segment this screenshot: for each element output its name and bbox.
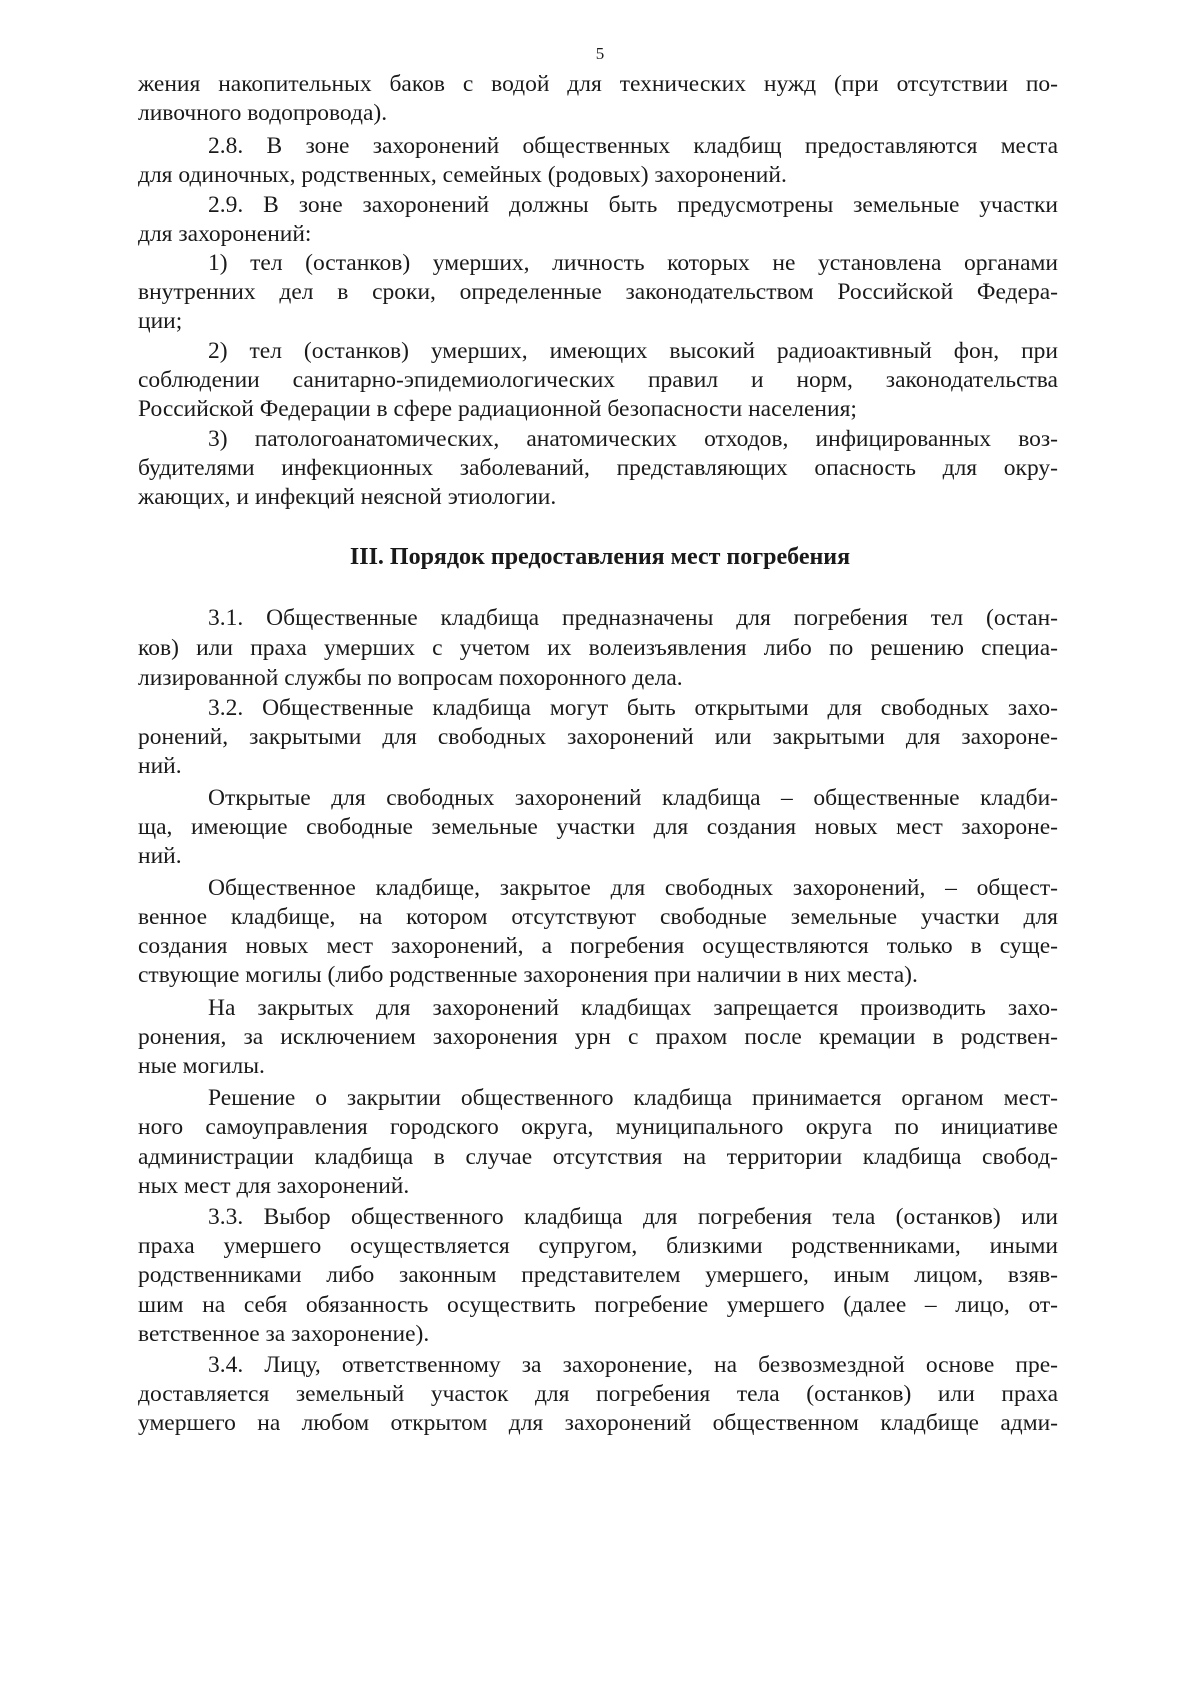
- text-line: Общественное кладбище, закрытое для свободных захоронений, – общест-: [208, 875, 1058, 901]
- text-line: шим на себя обязанность осуществить погребение умершего (далее – лицо, от-: [138, 1292, 1058, 1318]
- text-line: умершего на любом открытом для захоронений общественном кладбище адми-: [138, 1410, 1058, 1436]
- text-line: Решение о закрытии общественного кладбища принимается органом мест-: [208, 1085, 1058, 1111]
- text-line: лизированной службы по вопросам похоронного дела.: [138, 665, 683, 691]
- text-line: 2.8. В зоне захоронений общественных кладбищ предоставляются места: [208, 133, 1058, 159]
- text-line: администрации кладбища в случае отсутствия на территории кладбища свобод-: [138, 1144, 1058, 1170]
- text-line: создания новых мест захоронений, а погребения осуществляются только в суще-: [138, 933, 1058, 959]
- text-line: ных мест для захоронений.: [138, 1173, 410, 1199]
- text-line: для захоронений:: [138, 221, 312, 247]
- text-line: ствующие могилы (либо родственные захоронения при наличии в них места).: [138, 962, 918, 988]
- text-line: ронений, закрытыми для свободных захоронений или закрытыми для захороне-: [138, 724, 1058, 750]
- text-line: 3.1. Общественные кладбища предназначены для погребения тел (остан-: [208, 605, 1058, 631]
- text-line: жения накопительных баков с водой для технических нужд (при отсутствии по-: [138, 71, 1058, 97]
- text-line: ные могилы.: [138, 1053, 265, 1079]
- text-line: доставляется земельный участок для погребения тела (останков) или праха: [138, 1381, 1058, 1407]
- text-line: праха умершего осуществляется супругом, близкими родственниками, иными: [138, 1233, 1058, 1259]
- text-line: венное кладбище, на котором отсутствуют свободные земельные участки для: [138, 904, 1058, 930]
- text-line: для одиночных, родственных, семейных (родовых) захоронений.: [138, 162, 787, 188]
- text-line: 3.4. Лицу, ответственному за захоронение, на безвозмездной основе пре-: [208, 1352, 1058, 1378]
- section-heading: III. Порядок предоставления мест погребения: [349, 544, 851, 570]
- text-line: Российской Федерации в сфере радиационной безопасности населения;: [138, 396, 857, 422]
- text-line: 3) патологоанатомических, анатомических отходов, инфицированных воз-: [208, 426, 1058, 452]
- text-line: На закрытых для захоронений кладбищах запрещается производить захо-: [208, 995, 1058, 1021]
- text-line: внутренних дел в сроки, определенные законодательством Российской Федера-: [138, 279, 1058, 305]
- text-line: 1) тел (останков) умерших, личность которых не установлена органами: [208, 250, 1058, 276]
- page-number: 5: [595, 44, 605, 63]
- text-line: ливочного водопровода).: [138, 100, 388, 126]
- text-line: будителями инфекционных заболеваний, представляющих опасность для окру-: [138, 455, 1058, 481]
- text-line: ний.: [138, 753, 182, 779]
- text-line: ний.: [138, 843, 182, 869]
- text-line: 2) тел (останков) умерших, имеющих высокий радиоактивный фон, при: [208, 338, 1058, 364]
- text-line: ща, имеющие свободные земельные участки для создания новых мест захороне-: [138, 814, 1058, 840]
- text-line: ции;: [138, 308, 183, 334]
- text-line: ков) или праха умерших с учетом их волеизъявления либо по решению специа-: [138, 635, 1058, 661]
- text-line: 3.2. Общественные кладбища могут быть открытыми для свободных захо-: [208, 695, 1058, 721]
- text-line: 3.3. Выбор общественного кладбища для погребения тела (останков) или: [208, 1204, 1058, 1230]
- text-line: родственниками либо законным представителем умершего, иным лицом, взяв-: [138, 1262, 1058, 1288]
- text-line: 2.9. В зоне захоронений должны быть предусмотрены земельные участки: [208, 192, 1058, 218]
- text-line: Открытые для свободных захоронений кладбища – общественные кладби-: [208, 785, 1058, 811]
- text-line: соблюдении санитарно-эпидемиологических правил и норм, законодательства: [138, 367, 1058, 393]
- text-line: ветственное за захоронение).: [138, 1321, 430, 1347]
- text-line: жающих, и инфекций неясной этиологии.: [138, 484, 557, 510]
- text-line: ного самоуправления городского округа, муниципального округа по инициативе: [138, 1114, 1058, 1140]
- text-line: ронения, за исключением захоронения урн с прахом после кремации в родствен-: [138, 1024, 1058, 1050]
